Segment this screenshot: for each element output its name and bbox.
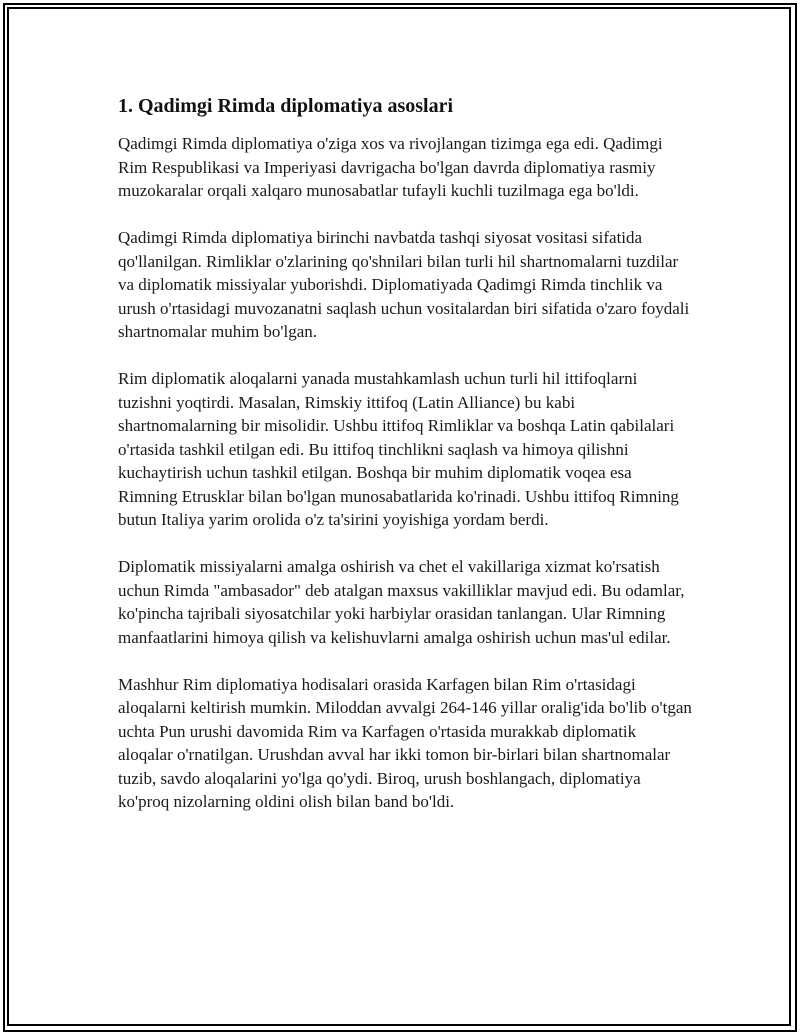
- section-heading: 1. Qadimgi Rimda diplomatiya asoslari: [118, 95, 454, 117]
- paragraph-4: Diplomatik missiyalarni amalga oshirish va chet el vakillariga xizmat ko'rsatish uchun Rimda "ambasador" deb atalgan maxsus vakilliklar mavjud edi. Bu odamlar, ko'pincha tajribali siyosatchilar yoki harbiylar orasidan tanlangan. Ular Rimning manfaatlarini himoya qilish va kelishuvlarni amalga oshirish uchun mas'ul edilar.: [118, 557, 685, 647]
- paragraph-5: Mashhur Rim diplomatiya hodisalari orasida Karfagen bilan Rim o'rtasidagi aloqalarni keltirish mumkin. Miloddan avvalgi 264-146 yillar oralig'ida bo'lib o'tgan uchta Pun urushi davomida Rim va Karfagen o'rtasida murakkab diplomatik aloqalar o'rnatilgan. Urushdan avval har ikki tomon bir-birlari bilan shartnomalar tuzib, savdo aloqalarini yo'lga qo'ydi. Biroq, urush boshlangach, diplomatiya ko'proq nizolarning oldini olish bilan band bo'ldi.: [118, 674, 692, 811]
- document-body: [118, 92, 693, 837]
- paragraph-3: Rim diplomatik aloqalarni yanada mustahkamlash uchun turli hil ittifoqlarni tuzishni yoqtirdi. Masalan, Rimskiy ittifoq (Latin Alliance) bu kabi shartnomalarning bir misolidir. Ushbu ittifoq Rimliklar va boshqa Latin qabilalari o'rtasida tashkil etilgan edi. Bu ittifoq tinchlikni saqlash va himoya qilishni kuchaytirish uchun tashkil etilgan. Boshqa bir muhim diplomatik voqea esa Rimning Etrusklar bilan bo'lgan munosabatlarida ko'rinadi. Ushbu ittifoq Rimning butun Italiya yarim orolida o'z ta'sirini yoyishiga yordam berdi.: [118, 369, 679, 529]
- paragraph-2: Qadimgi Rimda diplomatiya birinchi navbatda tashqi siyosat vositasi sifatida qo'llanilgan. Rimliklar o'zlarining qo'shnilari bilan turli hil shartnomalarni tuzdilar va diplomatik missiyalar yuborishdi. Diplomatiyada Qadimgi Rimda tinchlik va urush o'rtasidagi muvozanatni saqlash uchun vositalardan biri sifatida o'zaro foydali shartnomalar muhim bo'lgan.: [118, 228, 690, 341]
- paragraph-1: Qadimgi Rimda diplomatiya o'ziga xos va rivojlangan tizimga ega edi. Qadimgi Rim Respublikasi va Imperiyasi davrigacha bo'lgan davrda diplomatiya rasmiy muzokaralar orqali xalqaro munosabatlar tufayli kuchli tuzilmaga ega bo'ldi.: [118, 134, 663, 200]
